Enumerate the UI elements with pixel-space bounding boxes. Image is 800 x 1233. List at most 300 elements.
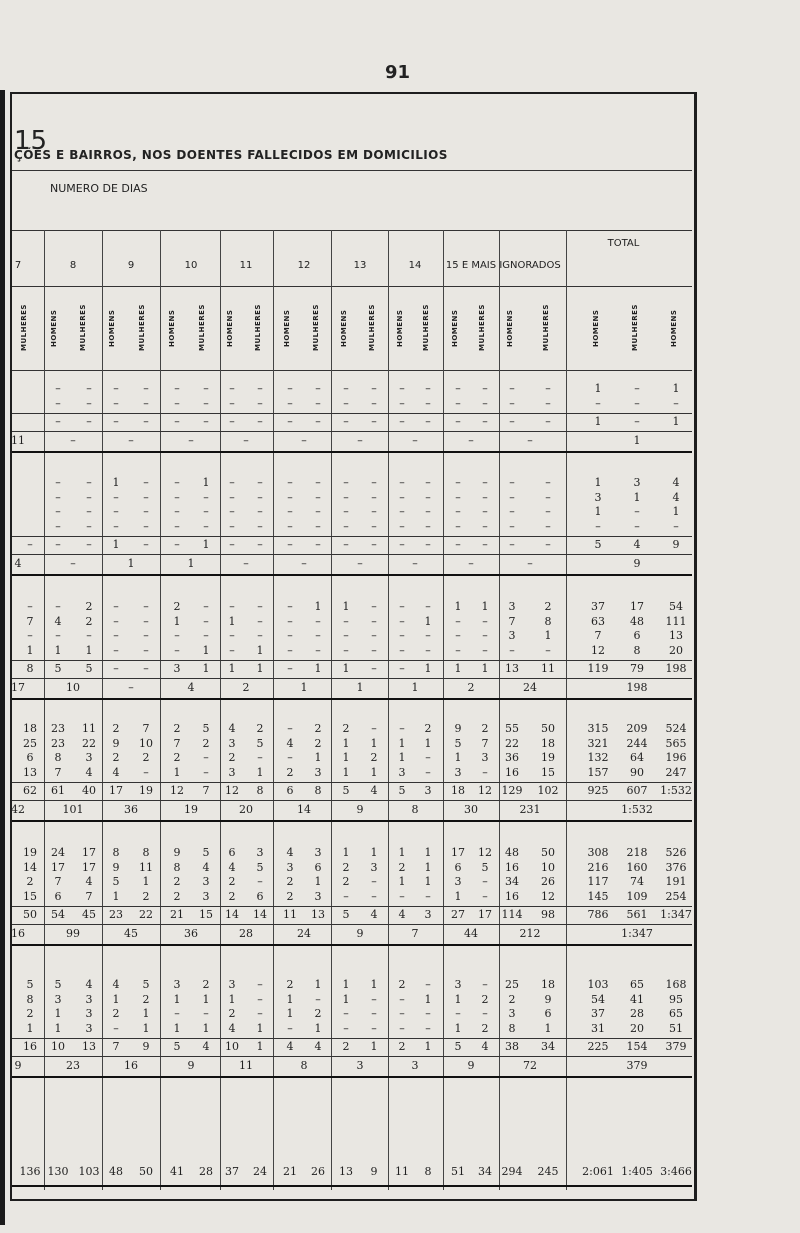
- table-cell: –: [455, 643, 461, 657]
- table-cell: 1: [342, 765, 350, 779]
- table-cell: 1: [544, 1021, 552, 1035]
- table-cell: –: [143, 600, 149, 613]
- table-cell: –: [482, 765, 488, 779]
- table-cell: –: [399, 505, 405, 518]
- table-cell: 8: [544, 614, 552, 628]
- subtotal-cell: 379: [665, 1040, 687, 1053]
- table-cell: 1: [454, 889, 462, 903]
- table-cell: 2: [286, 978, 294, 991]
- table-cell: –: [143, 643, 149, 657]
- table-cell: –: [229, 476, 235, 489]
- group-total-cell: 45: [124, 927, 138, 940]
- table-cell: 1: [342, 978, 350, 991]
- subtotal-cell: 3: [173, 662, 181, 675]
- subtotal-cell: 7: [112, 1040, 120, 1053]
- table-cell: –: [86, 490, 92, 504]
- grand-total-cell: 13: [339, 1165, 353, 1178]
- table-cell: –: [343, 614, 349, 628]
- group-total-cell: –: [527, 434, 533, 447]
- group-total-cell: 9: [467, 1059, 475, 1072]
- table-cell: 1: [370, 736, 378, 750]
- table-cell: 17: [451, 846, 465, 859]
- table-cell: 315: [587, 722, 609, 735]
- table-cell: –: [455, 614, 461, 628]
- table-cell: 12: [591, 643, 605, 657]
- group-total-cell: 231: [519, 803, 541, 816]
- grand-total-cell: 103: [78, 1165, 100, 1178]
- table-cell: 3: [85, 1021, 93, 1035]
- grand-total-cell: 245: [537, 1165, 559, 1178]
- subtotal-cell: 62: [23, 784, 37, 797]
- table-cell: 1: [173, 992, 181, 1006]
- table-cell: –: [343, 1021, 349, 1035]
- subtotal-cell: 1: [228, 662, 236, 675]
- group-total-cell: 9: [356, 803, 364, 816]
- group-total-cell: –: [527, 557, 533, 570]
- subtotal-cell: 11: [541, 662, 555, 675]
- table-cell: –: [257, 490, 263, 504]
- table-cell: –: [455, 519, 461, 533]
- table-cell: –: [545, 519, 551, 533]
- table-cell: 4: [286, 736, 294, 750]
- table-cell: –: [174, 643, 180, 657]
- subtotal-cell: –: [143, 538, 149, 551]
- column-label: HOMENS: [396, 309, 404, 347]
- table-cell: –: [371, 643, 377, 657]
- table-cell: 2: [173, 751, 181, 764]
- title-rule: [12, 170, 692, 171]
- column-separator: [331, 230, 332, 1190]
- column-separator: [388, 230, 389, 1190]
- subtotal-cell: 34: [541, 1040, 555, 1053]
- table-cell: 1: [370, 846, 378, 859]
- table-cell: –: [399, 396, 405, 410]
- table-cell: –: [143, 396, 149, 410]
- subtotal-cell: –: [399, 662, 405, 675]
- table-cell: –: [113, 643, 119, 657]
- subtotal-cell: –: [86, 538, 92, 551]
- subtotal-cell: 5: [454, 1040, 462, 1053]
- table-cell: –: [371, 1007, 377, 1020]
- day-group-header: 7: [14, 260, 22, 271]
- table-cell: 7: [26, 614, 34, 628]
- column-separator: [220, 230, 221, 1190]
- table-cell: 3: [85, 992, 93, 1006]
- table-cell: 3: [202, 889, 210, 903]
- table-cell: –: [174, 505, 180, 518]
- table-cell: 160: [626, 860, 648, 874]
- table-cell: 5: [202, 846, 210, 859]
- subtotal-cell: 5: [54, 662, 62, 675]
- table-cell: –: [455, 1007, 461, 1020]
- table-cell: 168: [665, 978, 687, 991]
- subtotal-cell: 18: [451, 784, 465, 797]
- table-cell: –: [371, 519, 377, 533]
- group-total-cell: 198: [626, 681, 648, 694]
- subtotal-cell: 2: [342, 1040, 350, 1053]
- table-cell: 111: [665, 614, 687, 628]
- table-cell: –: [399, 1021, 405, 1035]
- table-cell: 2: [228, 889, 236, 903]
- table-cell: –: [203, 1007, 209, 1020]
- subtotal-cell: –: [315, 538, 321, 551]
- table-cell: –: [371, 875, 377, 888]
- table-cell: 1: [370, 765, 378, 779]
- table-cell: 2: [544, 600, 552, 613]
- subtotal-cell: –: [287, 662, 293, 675]
- table-cell: 2: [173, 875, 181, 888]
- subtotal-cell: –: [287, 415, 293, 428]
- group-total-cell: –: [301, 434, 307, 447]
- table-cell: –: [113, 629, 119, 642]
- subtotal-cell: 27: [451, 908, 465, 921]
- table-cell: –: [455, 382, 461, 395]
- column-label: MULHERES: [20, 304, 28, 352]
- column-separator: [499, 230, 500, 1190]
- table-cell: 19: [541, 751, 555, 764]
- table-cell: 2: [173, 722, 181, 735]
- section-rule: [12, 1076, 692, 1078]
- section-rule: [12, 698, 692, 700]
- table-cell: 2: [314, 1007, 322, 1020]
- table-cell: 3: [228, 736, 236, 750]
- table-cell: –: [287, 490, 293, 504]
- table-cell: –: [287, 629, 293, 642]
- table-cell: –: [229, 382, 235, 395]
- group-total-cell: –: [412, 434, 418, 447]
- group-total-cell: –: [412, 557, 418, 570]
- table-cell: –: [315, 629, 321, 642]
- table-cell: 20: [669, 643, 683, 657]
- table-cell: 11: [139, 860, 153, 874]
- table-cell: –: [399, 490, 405, 504]
- grand-total-cell: 9: [370, 1165, 378, 1178]
- table-cell: 41: [630, 992, 644, 1006]
- table-cell: 2: [256, 722, 264, 735]
- table-cell: 17: [51, 860, 65, 874]
- table-cell: 526: [665, 846, 687, 859]
- table-cell: 1: [633, 490, 641, 504]
- table-cell: 2: [370, 751, 378, 764]
- table-cell: 1: [26, 1021, 34, 1035]
- table-cell: –: [113, 519, 119, 533]
- table-cell: 3: [202, 875, 210, 888]
- subtotal-cell: 79: [630, 662, 644, 675]
- table-cell: –: [315, 614, 321, 628]
- subtotal-cell: –: [315, 415, 321, 428]
- table-cell: 1: [454, 1021, 462, 1035]
- table-cell: 1: [594, 476, 602, 489]
- table-cell: 2: [342, 722, 350, 735]
- subtotal-cell: 14: [225, 908, 239, 921]
- table-cell: –: [634, 505, 640, 518]
- table-cell: 3: [228, 978, 236, 991]
- table-cell: 3: [508, 600, 516, 613]
- grand-total-cell: 51: [451, 1165, 465, 1178]
- table-cell: 1: [112, 889, 120, 903]
- table-cell: –: [343, 490, 349, 504]
- table-cell: –: [482, 889, 488, 903]
- subtotal-cell: 40: [82, 784, 96, 797]
- subtotal-cell: 1: [314, 662, 322, 675]
- subtotal-cell: 4: [398, 908, 406, 921]
- table-cell: 9: [544, 992, 552, 1006]
- table-cell: 1: [454, 751, 462, 764]
- table-cell: –: [315, 519, 321, 533]
- table-cell: 7: [481, 736, 489, 750]
- table-cell: –: [371, 490, 377, 504]
- subtotal-cell: 54: [51, 908, 65, 921]
- table-cell: 1: [342, 992, 350, 1006]
- table-cell: 3: [454, 765, 462, 779]
- table-cell: 65: [630, 978, 644, 991]
- pair-rule: [12, 1056, 692, 1057]
- table-cell: –: [257, 751, 263, 764]
- table-cell: 1: [314, 600, 322, 613]
- table-cell: 1: [286, 992, 294, 1006]
- table-cell: 1: [594, 382, 602, 395]
- table-cell: –: [86, 519, 92, 533]
- table-cell: –: [399, 382, 405, 395]
- table-cell: 8: [508, 1021, 516, 1035]
- table-cell: 1: [594, 505, 602, 518]
- group-total-cell: 3: [356, 1059, 364, 1072]
- subtotal-cell: 17: [478, 908, 492, 921]
- table-cell: –: [425, 765, 431, 779]
- table-cell: –: [545, 505, 551, 518]
- subtotal-cell: 4: [633, 538, 641, 551]
- table-cell: 7: [142, 722, 150, 735]
- total-header: TOTAL: [607, 238, 640, 249]
- table-title: ÇÕES E BAIRROS, NOS DOENTES FALLECIDOS EM DOMICILIOS: [14, 148, 448, 162]
- table-cell: 7: [594, 629, 602, 642]
- group-total-cell: –: [468, 434, 474, 447]
- table-cell: 2: [85, 614, 93, 628]
- subtotal-cell: 15: [199, 908, 213, 921]
- pair-rule: [12, 800, 692, 801]
- subtotal-cell: 1: [202, 538, 210, 551]
- table-cell: –: [482, 629, 488, 642]
- subtotal-cell: 1: [672, 415, 680, 428]
- table-cell: 145: [587, 889, 609, 903]
- table-cell: 2: [228, 1007, 236, 1020]
- column-label: MULHERES: [368, 304, 376, 352]
- table-cell: –: [257, 629, 263, 642]
- subtotal-cell: 5: [398, 784, 406, 797]
- subtotal-cell: 561: [626, 908, 648, 921]
- table-cell: 1: [398, 751, 406, 764]
- table-cell: 3: [85, 1007, 93, 1020]
- table-cell: –: [425, 889, 431, 903]
- table-cell: –: [455, 505, 461, 518]
- table-cell: 1: [85, 643, 93, 657]
- table-cell: 10: [139, 736, 153, 750]
- group-total-cell: –: [128, 681, 134, 694]
- table-cell: 1: [112, 992, 120, 1006]
- section-rule: [12, 451, 692, 453]
- table-cell: –: [257, 476, 263, 489]
- table-cell: 4: [286, 846, 294, 859]
- grand-total-cell: 21: [283, 1165, 297, 1178]
- page-binding-edge: [0, 90, 5, 1225]
- subtotal-rule: [12, 782, 692, 783]
- table-cell: –: [143, 382, 149, 395]
- table-cell: –: [343, 396, 349, 410]
- subtotal-cell: –: [482, 415, 488, 428]
- table-cell: 3: [633, 476, 641, 489]
- group-total-cell: –: [357, 434, 363, 447]
- pair-rule: [12, 554, 692, 555]
- subtotal-cell: –: [55, 415, 61, 428]
- table-cell: 22: [82, 736, 96, 750]
- table-cell: 2: [286, 889, 294, 903]
- table-cell: 3: [454, 978, 462, 991]
- group-total-cell: 20: [239, 803, 253, 816]
- table-cell: 2: [112, 751, 120, 764]
- table-cell: 48: [505, 846, 519, 859]
- grand-total-cell: 130: [47, 1165, 69, 1178]
- table-cell: 1: [314, 875, 322, 888]
- subtotal-cell: 3: [424, 908, 432, 921]
- subtotal-cell: 102: [537, 784, 559, 797]
- grand-total-cell: 1:405: [621, 1165, 653, 1178]
- table-cell: 16: [505, 860, 519, 874]
- subtotal-cell: 50: [23, 908, 37, 921]
- table-cell: 9: [112, 860, 120, 874]
- group-total-cell: 7: [411, 927, 419, 940]
- column-label: HOMENS: [506, 309, 514, 347]
- group-total-cell: 14: [297, 803, 311, 816]
- subtotal-cell: –: [229, 415, 235, 428]
- table-cell: –: [455, 476, 461, 489]
- section-rule: [12, 574, 692, 576]
- subtotal-cell: 1: [342, 662, 350, 675]
- subtotal-cell: 8: [26, 662, 34, 675]
- table-cell: 2: [481, 1021, 489, 1035]
- group-total-cell: –: [468, 557, 474, 570]
- table-cell: 1: [256, 765, 264, 779]
- table-cell: 8: [54, 751, 62, 764]
- table-cell: 218: [626, 846, 648, 859]
- page-number: 91: [385, 62, 411, 83]
- table-cell: 18: [541, 978, 555, 991]
- table-cell: 23: [51, 736, 65, 750]
- table-cell: –: [55, 396, 61, 410]
- table-cell: 1: [202, 992, 210, 1006]
- group-total-cell: 28: [239, 927, 253, 940]
- table-cell: –: [371, 396, 377, 410]
- table-cell: –: [455, 490, 461, 504]
- group-total-cell: 16: [11, 927, 25, 940]
- table-cell: 1: [256, 1021, 264, 1035]
- table-cell: 17: [630, 600, 644, 613]
- table-cell: –: [113, 1021, 119, 1035]
- group-total-cell: 99: [66, 927, 80, 940]
- day-group-header: IGNORADOS: [499, 260, 561, 271]
- subtotal-cell: 4: [370, 908, 378, 921]
- group-total-cell: 72: [523, 1059, 537, 1072]
- table-cell: –: [482, 1007, 488, 1020]
- group-total-cell: 9: [14, 1059, 22, 1072]
- group-total-cell: 9: [633, 557, 641, 570]
- table-cell: –: [86, 476, 92, 489]
- table-cell: –: [287, 643, 293, 657]
- table-cell: –: [257, 382, 263, 395]
- column-label: HOMENS: [226, 309, 234, 347]
- table-cell: 22: [505, 736, 519, 750]
- table-cell: 55: [505, 722, 519, 735]
- group-total-cell: 1: [127, 557, 135, 570]
- group-total-cell: 9: [356, 927, 364, 940]
- table-cell: –: [143, 614, 149, 628]
- table-cell: 9: [112, 736, 120, 750]
- table-cell: –: [55, 382, 61, 395]
- table-cell: –: [343, 476, 349, 489]
- table-cell: 1: [286, 1007, 294, 1020]
- table-cell: 3: [314, 765, 322, 779]
- group-total-cell: 42: [11, 803, 25, 816]
- table-cell: 1: [202, 643, 210, 657]
- subtotal-cell: 129: [501, 784, 523, 797]
- column-label: HOMENS: [168, 309, 176, 347]
- group-total-cell: 379: [626, 1059, 648, 1072]
- subtotal-cell: 7: [202, 784, 210, 797]
- table-cell: –: [257, 614, 263, 628]
- table-cell: –: [27, 629, 33, 642]
- table-cell: 3: [370, 860, 378, 874]
- column-label: MULHERES: [631, 304, 639, 352]
- subtotal-cell: –: [174, 538, 180, 551]
- table-cell: 2: [314, 722, 322, 735]
- table-cell: –: [399, 722, 405, 735]
- subtotal-cell: 45: [82, 908, 96, 921]
- table-cell: 1: [454, 992, 462, 1006]
- subtotal-cell: 4: [286, 1040, 294, 1053]
- header-rule-3: [12, 370, 692, 371]
- table-cell: –: [399, 614, 405, 628]
- table-cell: 18: [23, 722, 37, 735]
- table-cell: –: [55, 476, 61, 489]
- table-cell: –: [174, 476, 180, 489]
- table-cell: 1: [398, 846, 406, 859]
- group-total-cell: 3: [411, 1059, 419, 1072]
- table-cell: 3: [228, 765, 236, 779]
- column-label: MULHERES: [79, 304, 87, 352]
- table-cell: 2: [424, 722, 432, 735]
- table-cell: –: [143, 490, 149, 504]
- group-total-cell: 212: [519, 927, 541, 940]
- table-cell: –: [425, 629, 431, 642]
- subtotal-cell: 154: [626, 1040, 648, 1053]
- table-cell: –: [399, 519, 405, 533]
- table-cell: 26: [541, 875, 555, 888]
- table-cell: 1: [256, 643, 264, 657]
- table-cell: –: [343, 889, 349, 903]
- table-cell: 1: [142, 1007, 150, 1020]
- table-cell: –: [509, 519, 515, 533]
- table-cell: –: [343, 1007, 349, 1020]
- day-group-header: 15 E MAIS: [445, 260, 497, 271]
- subtotal-cell: 98: [541, 908, 555, 921]
- table-cell: 4: [85, 875, 93, 888]
- table-cell: 2: [481, 722, 489, 735]
- subtotal-cell: –: [371, 538, 377, 551]
- table-cell: –: [399, 889, 405, 903]
- column-label: MULHERES: [312, 304, 320, 352]
- table-cell: –: [399, 629, 405, 642]
- table-cell: –: [343, 505, 349, 518]
- table-cell: 2: [142, 889, 150, 903]
